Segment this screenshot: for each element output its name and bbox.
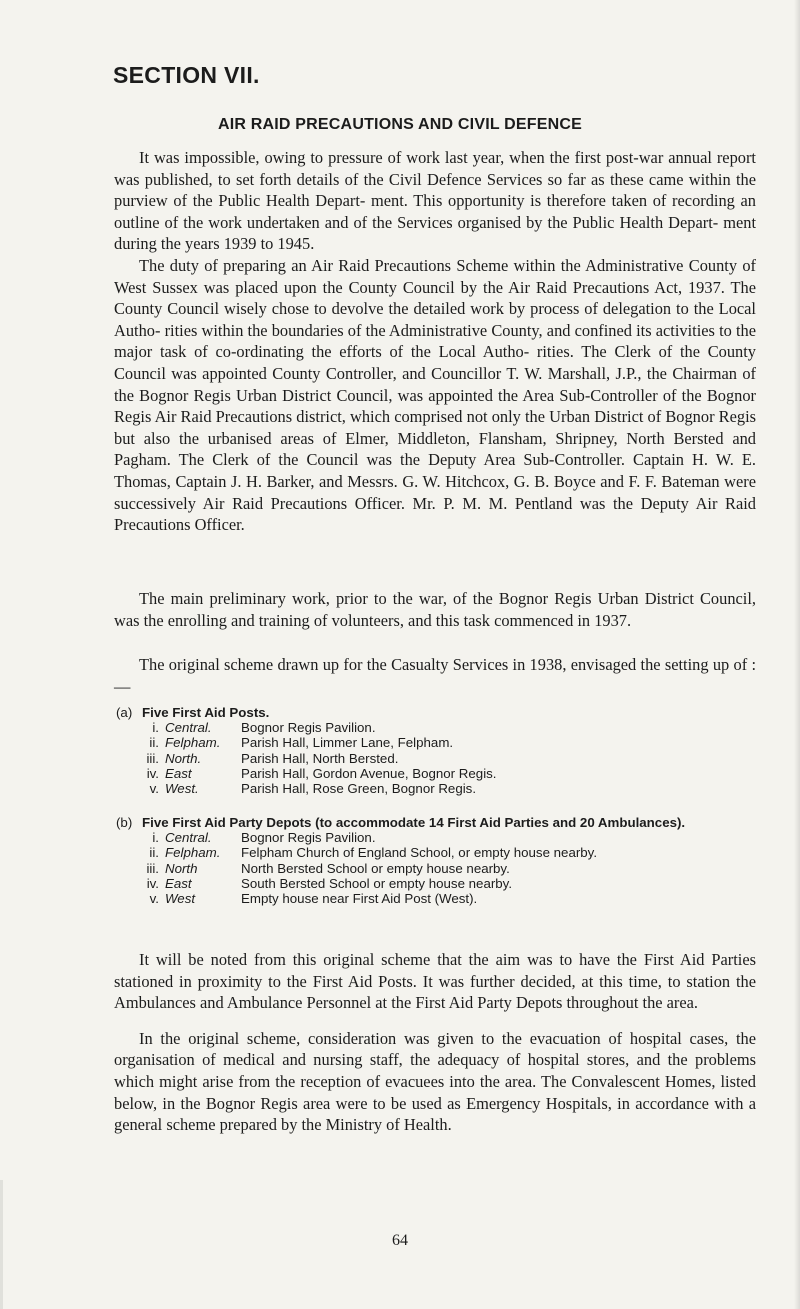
item-area: Felpham.	[165, 845, 221, 861]
item-number: iii.	[146, 750, 159, 766]
paragraph: The main preliminary work, prior to the war, of the Bognor Regis Urban District Council, was the enrolling and training of volunteers, and this task commenced in 1937.	[114, 589, 756, 630]
list-item	[116, 876, 766, 891]
item-location: Bognor Regis Pavilion.	[241, 720, 376, 736]
list-heading	[116, 815, 766, 830]
list-marker: (b)	[116, 815, 133, 830]
item-number: ii.	[149, 845, 159, 861]
original-scheme-paragraph	[114, 654, 756, 697]
list-heading	[116, 705, 766, 720]
closing-paragraphs	[114, 949, 756, 1136]
page-edge-shadow	[794, 0, 800, 1309]
item-location: Parish Hall, Limmer Lane, Felpham.	[241, 735, 454, 751]
item-number: iv.	[146, 875, 159, 891]
paragraph: The original scheme drawn up for the Casualty Services in 1938, envisaged the setting up of :—	[114, 655, 756, 696]
item-area: East	[165, 765, 192, 781]
paragraph: It will be noted from this original scheme that the aim was to have the First Aid Parties stationed in proximity to the First Aid Posts. It was further decided, at this time, to station the Ambulances and Ambulance Personnel at the First Aid Party Depots throughout the area.	[114, 950, 756, 1013]
paragraph: It was impossible, owing to pressure of work last year, when the first post-war annual report was published, to set forth details of the Civil Defence Services so far as these came within the purview of the Public Health Depart- ment. This opportunity is therefore taken of recording an outline of the work undertaken and of the Services organised by the Public Health Depart- ment during the years 1939 to 1945.	[114, 148, 756, 254]
list-item	[116, 781, 766, 796]
section-subheading: AIR RAID PRECAUTIONS AND CIVIL DEFENCE	[217, 116, 583, 133]
item-location: North Bersted School or empty house nearby.	[241, 860, 510, 876]
item-area: West	[165, 891, 196, 907]
item-location: Parish Hall, North Bersted.	[241, 750, 399, 766]
list-item	[116, 720, 766, 735]
list-item	[116, 751, 766, 766]
item-location: South Bersted School or empty house nearby.	[241, 875, 513, 891]
item-area: North	[165, 860, 198, 876]
list-title: Five First Aid Posts.	[142, 705, 270, 720]
item-number: i.	[152, 720, 159, 736]
page-number: 64	[392, 1232, 408, 1249]
item-number: v.	[149, 891, 159, 907]
item-area: Central.	[165, 720, 212, 736]
item-area: Central.	[165, 830, 212, 846]
list-marker: (a)	[116, 705, 133, 720]
item-location: Parish Hall, Rose Green, Bognor Regis.	[241, 781, 477, 797]
list-title: Five First Aid Party Depots (to accommodate 14 First Aid Parties and 20 Ambulances).	[142, 815, 686, 830]
item-area: East	[165, 875, 192, 891]
prelim-paragraph	[114, 588, 756, 631]
item-location: Bognor Regis Pavilion.	[241, 830, 376, 846]
item-location: Felpham Church of England School, or empty house nearby.	[241, 845, 598, 861]
item-number: i.	[152, 830, 159, 846]
item-number: iii.	[146, 860, 159, 876]
list-item	[116, 830, 766, 845]
item-location: Parish Hall, Gordon Avenue, Bognor Regis.	[241, 765, 497, 781]
list-item	[116, 766, 766, 781]
page-binding-shadow	[0, 1180, 3, 1309]
item-number: iv.	[146, 765, 159, 781]
list-item	[116, 861, 766, 876]
paragraph: In the original scheme, consideration was given to the evacuation of hospital cases, the organisation of medical and nursing staff, the adequacy of hospital stores, and the problems which might arise from the reception of evacuees into the area. The Convalescent Homes, listed below, in the Bognor Regis area were to be used as Emergency Hospitals, in accordance with a general scheme prepared by the Ministry of Health.	[114, 1028, 756, 1135]
paragraph: The duty of preparing an Air Raid Precautions Scheme within the Administrative County of West Sussex was placed upon the County Council by the Air Raid Precautions Act, 1937. The County Council wisely chose to devolve the detailed work by process of delegation to the Local Autho- rities within the boundaries of the Administrative County, and confined its activities to the major task of co-ordinating the efforts of the Local Autho- rities. The Clerk of the County Council was appointed County Controller, and Councillor T. W. Marshall, J.P., the Chairman of the Bognor Regis Urban District Council, was appointed the Area Sub-Controller of the Bognor Regis Air Raid Precautions district, which comprised not only the Urban District of Bognor Regis but also the urbanised areas of Elmer, Middleton, Flansham, Shripney, North Bersted and Pagham. The Clerk of the Council was the Deputy Area Sub-Controller. Captain H. W. E. Thomas, Captain J. H. Barker, and Messrs. G. W. Hitchcox, G. B. Boyce and F. F. Bateman were successively Air Raid Precautions Officer. Mr. P. M. M. Pentland was the Deputy Air Raid Precautions Officer.	[114, 255, 756, 535]
item-area: North.	[165, 750, 202, 766]
section-heading: SECTION VII.	[113, 62, 260, 88]
item-area: West.	[165, 781, 199, 797]
item-area: Felpham.	[165, 735, 221, 751]
list-item	[116, 891, 766, 906]
first-aid-posts-list	[116, 705, 766, 796]
item-number: v.	[149, 781, 159, 797]
list-item	[116, 845, 766, 860]
intro-paragraphs	[114, 147, 756, 536]
first-aid-party-depots-list	[116, 815, 766, 906]
list-item	[116, 735, 766, 750]
item-number: ii.	[149, 735, 159, 751]
item-location: Empty house near First Aid Post (West).	[241, 891, 478, 907]
